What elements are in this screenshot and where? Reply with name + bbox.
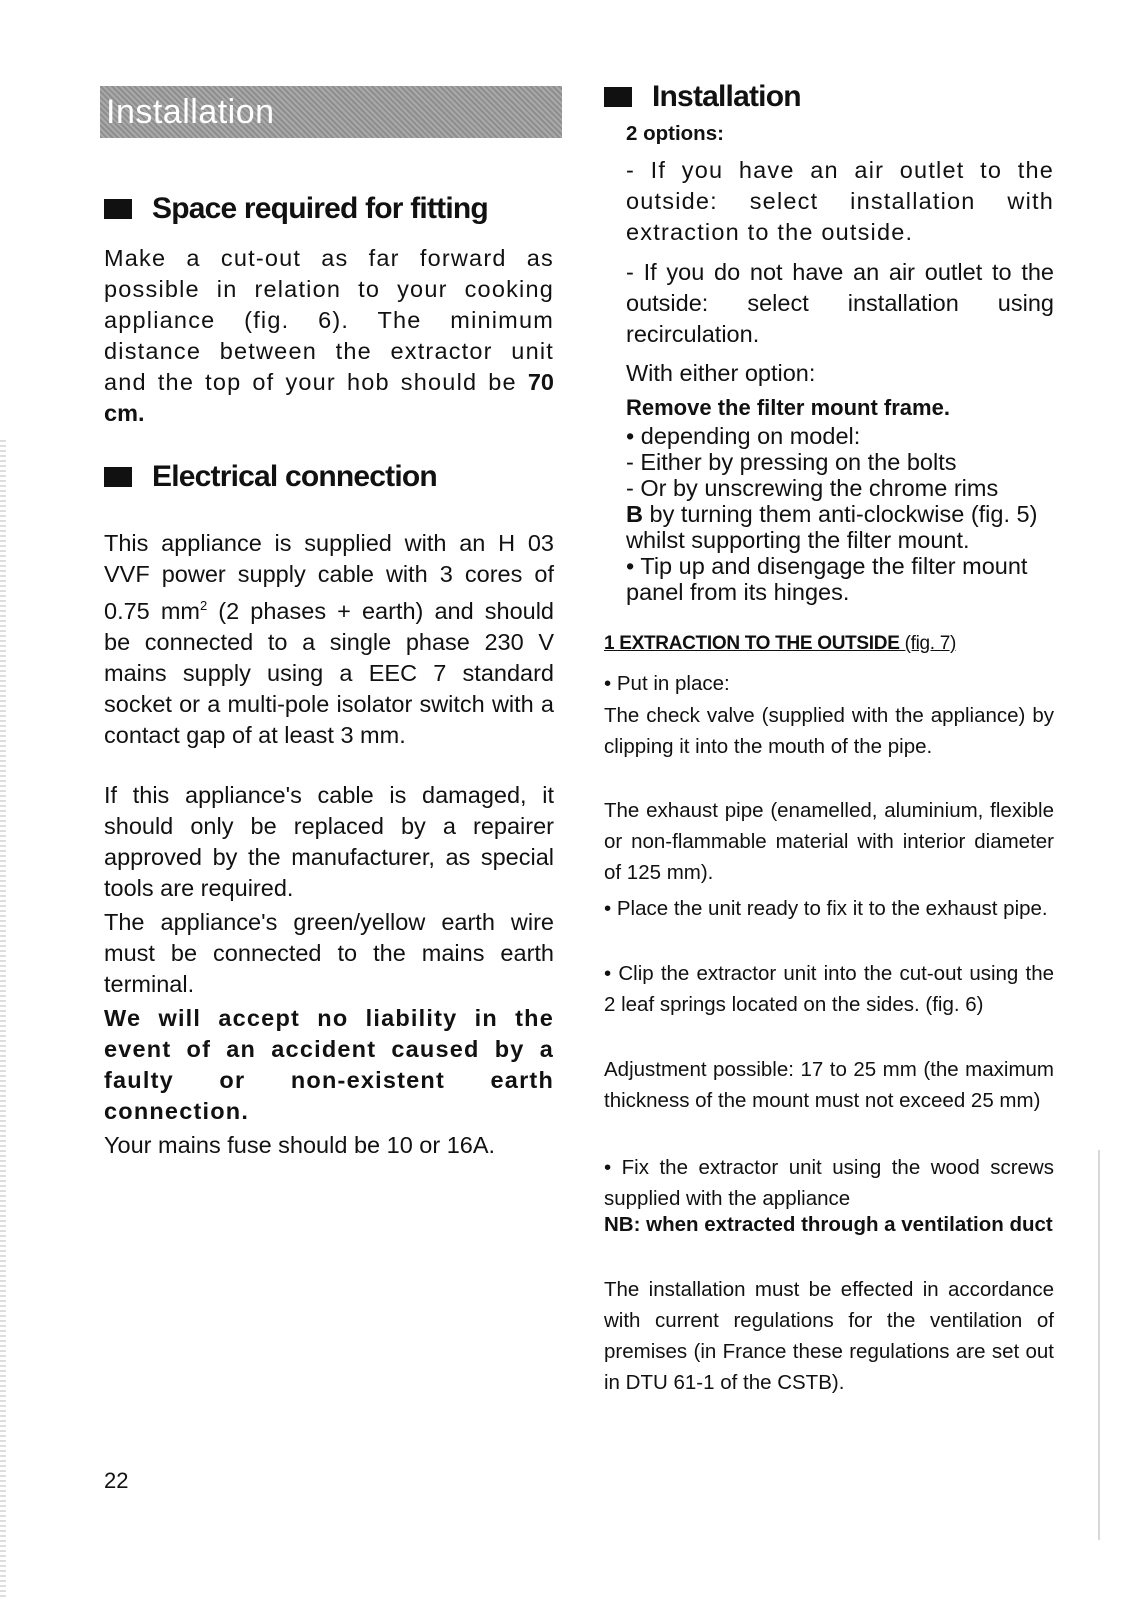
cable-spec-text: This appliance is supplied with an H 03 VVF power supply cable with 3 cores of 0.75 $mm^2$ (2 phases + earth) and should be connected to a single phase 230 V mains supply using a EEC 7 standard socket or a multi-pole isolator switch with a contact gap of at least 3 mm. [104, 530, 554, 748]
scan-edge-artifact-right [1098, 1150, 1100, 1540]
electrical-connection-heading: Electrical connection [104, 460, 437, 494]
cable-damage-text: If this appliance's cable is damaged, it should only be replaced by a repairer approved by the manufacturer, as special tools are required. [104, 782, 554, 901]
regulations-text: The installation must be effected in accordance with current regulations for the ventilation of premises (in France these regulations are set out in DTU 61-1 of the CSTB). [604, 1278, 1054, 1394]
clip-unit-text: • Clip the extractor unit into the cut-out using the 2 leaf springs located on the sides. (fig. 6) [604, 962, 1054, 1016]
either-option-text: With either option: [626, 360, 816, 386]
installation-heading: Installation [604, 80, 801, 114]
liability-warning: We will accept no liability in the event of an accident caused by a faulty or non-existent earth connection. [104, 1005, 554, 1124]
space-required-heading: Space required for fitting [104, 192, 488, 226]
scan-edge-artifact [0, 440, 6, 1600]
exhaust-pipe-text: The exhaust pipe (enamelled, aluminium, flexible or non-flammable material with interior diameter of 125 mm). [604, 799, 1054, 884]
step-tip-up: • Tip up and disengage the filter mount panel from its hinges. [626, 553, 1028, 605]
step-unscrew-rims: - Or by unscrewing the chrome rims [626, 475, 999, 501]
bullet-square-icon [104, 199, 132, 219]
fix-unit-text: • Fix the extractor unit using the wood screws supplied with the appliance [604, 1156, 1054, 1210]
options-label: 2 options: [626, 122, 724, 145]
earth-wire-text: The appliance's green/yellow earth wire must be connected to the mains earth terminal. [104, 909, 554, 997]
section-banner-title: Installation [106, 92, 275, 131]
space-required-text: Make a cut-out as far forward as possible in relation to your cooking appliance (fig. 6). The minimum distance between the extractor unit and the top of your hob should be 70 cm. [104, 245, 554, 426]
put-in-place-text: • Put in place: [604, 672, 730, 695]
adjustment-text: Adjustment possible: 17 to 25 mm (the maximum thickness of the mount must not exceed 25 mm) [604, 1058, 1054, 1112]
option-recirculation: - If you do not have an air outlet to the outside: select installation using recirculation. [626, 259, 1054, 347]
step-anticlockwise: B by turning them anti-clockwise (fig. 5) whilst supporting the filter mount. [626, 501, 1038, 553]
minimum-distance-value: 70 cm. [104, 369, 554, 426]
step-depending-model: • depending on model: [626, 423, 861, 449]
section-banner [100, 86, 562, 138]
place-unit-text: • Place the unit ready to fix it to the exhaust pipe. [604, 897, 1048, 920]
page-number: 22 [104, 1468, 129, 1493]
extraction-outside-heading: 1 EXTRACTION TO THE OUTSIDE (fig. 7) [604, 633, 957, 654]
filter-removal-steps [626, 423, 1058, 605]
fuse-text: Your mains fuse should be 10 or 16A. [104, 1132, 496, 1158]
bullet-square-icon [104, 467, 132, 487]
step-press-bolts: - Either by pressing on the bolts [626, 449, 957, 475]
bullet-square-icon [604, 87, 632, 107]
check-valve-text: The check valve (supplied with the appliance) by clipping it into the mouth of the pipe. [604, 704, 1054, 758]
nb-ventilation-duct: NB: when extracted through a ventilation duct [604, 1213, 1053, 1236]
remove-filter-frame: Remove the filter mount frame. [626, 395, 950, 420]
option-outside-air: - If you have an air outlet to the outside: select installation with extraction to the outside. [626, 157, 1054, 245]
